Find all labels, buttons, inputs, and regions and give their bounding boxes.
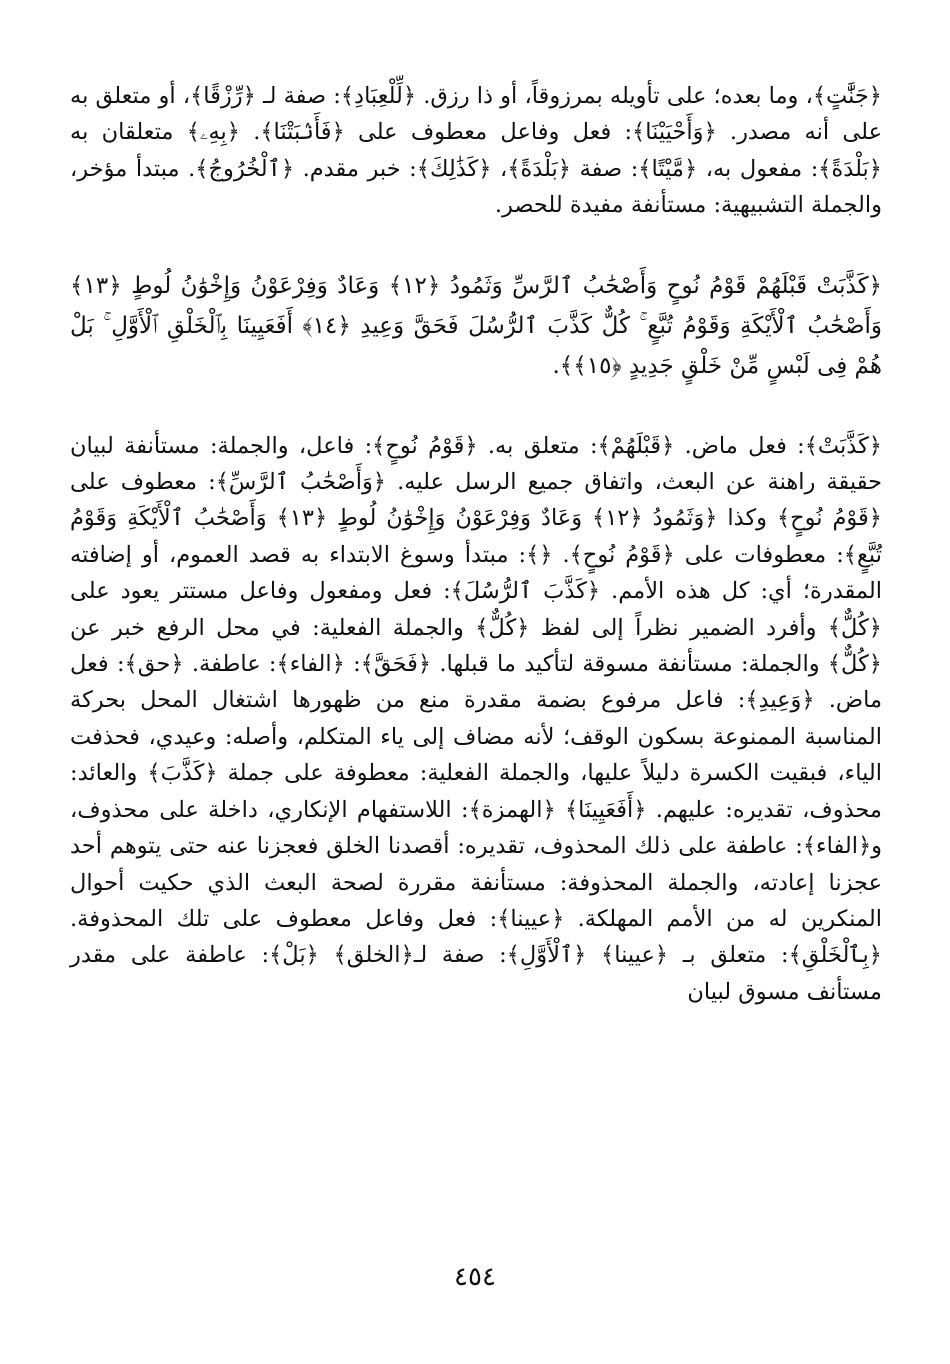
quran-verse-block: ﴿كَذَّبَتْ قَبْلَهُمْ قَوْمُ نُوحٍ وَأَصْحَٰبُ ٱلرَّسِّ وَثَمُودُ ﴿١٢﴾ وَعَادٌ وَفِرْعَوْنُ وَإِخْوَٰنُ لُوطٍ ﴿١٣﴾ وَأَصْحَٰبُ ٱلْأَيْكَةِ وَقَوْمُ تُبَّعٍ ۚ كُلٌّ كَذَّبَ ٱلرُّسُلَ فَحَقَّ وَعِيدِ ﴿١٤﴾ أَفَعَيِينَا بِٱلْخَلْقِ ٱلْأَوَّلِ ۚ بَلْ هُمْ فِى لَبْسٍ مِّنْ خَلْقٍ جَدِيدٍ ﴿١٥﴾﴾. bbox=[70, 272, 882, 379]
commentary-paragraph-1: ﴿جَنَّٰتٍ﴾، وما بعده؛ على تأويله بمرزوقاً، أو ذا رزق. ﴿لِّلْعِبَادِ﴾: صفة لـ ﴿رِّزْقًا﴾، أو متعلق به على أنه مصدر. ﴿وَأَحْيَيْنَا﴾: فعل وفاعل معطوف على ﴿فَأَنۢبَتْنَا﴾. ﴿بِهِۦ﴾ متعلقان به ﴿بَلْدَةً﴾: مفعول به، ﴿مَّيْتًا﴾: صفة ﴿بَلْدَةً﴾، ﴿كَذَٰلِكَ﴾: خبر مقدم. ﴿ٱلْخُرُوجُ﴾. مبتدأ مؤخر، والجملة التشبيهية: مستأنفة مفيدة للحصر. bbox=[70, 83, 882, 219]
commentary-paragraph-2: ﴿كَذَّبَتْ﴾: فعل ماض. ﴿قَبْلَهُمْ﴾: متعلق به. ﴿قَوْمُ نُوحٍ﴾: فاعل، والجملة: مستأنفة لبيان حقيقة راهنة عن البعث، واتفاق جميع الرسل عليه. ﴿وَأَصْحَٰبُ ٱلرَّسِّ﴾: معطوف على ﴿قَوْمُ نُوحٍ﴾ وكذا ﴿وَثَمُودُ ﴿١٢﴾ وَعَادٌ وَفِرْعَوْنُ وَإِخْوَٰنُ لُوطٍ ﴿١٣﴾ وَأَصْحَٰبُ ٱلْأَيْكَةِ وَقَوْمُ تُبَّعٍ﴾: معطوفات على ﴿قَوْمُ نُوحٍ﴾. ﴿﴾: مبتدأ وسوغ الابتداء به قصد العموم، أو إضافته المقدرة؛ أي: كل هذه الأمم. ﴿كَذَّبَ ٱلرُّسُلَ﴾: فعل ومفعول وفاعل مستتر يعود على ﴿كُلٌّ﴾ وأفرد الضمير نظراً إلى لفظ ﴿كُلٌّ﴾ والجملة الفعلية: في محل الرفع خبر عن ﴿كُلٌّ﴾ والجملة: مستأنفة مسوقة لتأكيد ما قبلها. ﴿فَحَقَّ﴾: ﴿الفاء﴾: عاطفة. ﴿حق﴾: فعل ماض. ﴿وَعِيدِ﴾: فاعل مرفوع بضمة مقدرة منع من ظهورها اشتغال المحل بحركة المناسبة الممنوعة بسكون الوقف؛ لأنه مضاف إلى ياء المتكلم، وأصله: وعيدي، فحذفت الياء، فبقيت الكسرة دليلاً عليها، والجملة الفعلية: معطوفة على جملة ﴿كَذَّبَ﴾ والعائد: محذوف، تقديره: عليهم. ﴿أَفَعَيِينَا﴾ ﴿الهمزة﴾: اللاستفهام الإنكاري، داخلة على محذوف، و﴿الفاء﴾: عاطفة على ذلك المحذوف، تقديره: أقصدنا الخلق فعجزنا عنه حتى يتوهم أحد عجزنا إعادته، والجملة المحذوفة: مستأنفة مقررة لصحة البعث الذي حكيت أحوال المنكرين له من الأمم المهلكة. ﴿عيينا﴾: فعل وفاعل معطوف على تلك المحذوفة. ﴿بِٱلْخَلْقِ﴾: متعلق بـ ﴿عيينا﴾ ﴿ٱلْأَوَّلِ﴾: صفة لـ﴿الخلق﴾ ﴿بَلْ﴾: عاطفة على مقدر مستأنف مسوق لبيان bbox=[70, 432, 882, 1005]
page-number: ٤٥٤ bbox=[454, 1262, 496, 1292]
page-content bbox=[70, 78, 882, 1010]
